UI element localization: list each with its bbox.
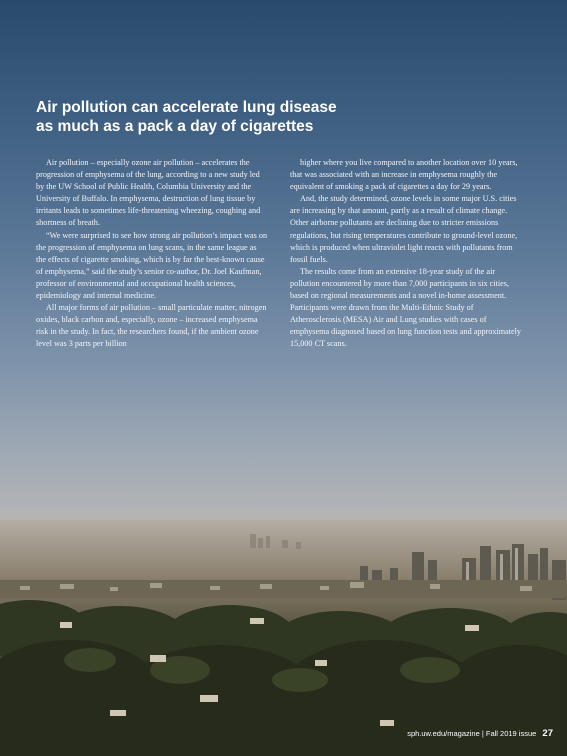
paragraph: “We were surprised to see how strong air pollution’s impact was on the progression of emphysema on lung scans, in the same league as the effects of cigarette smoking, which is by far the best-known cause of emphysema,” said the study’s senior co-author, Dr. Joel Kaufman, professor of environmental and occupational health sciences, epidemiology and internal medicine. xyxy=(36,230,268,301)
article-headline xyxy=(36,98,456,136)
page-footer xyxy=(407,728,553,739)
article-column-left xyxy=(36,157,268,351)
paragraph: The results come from an extensive 18-year study of the air pollution encountered by more than 7,000 participants in six cities, based on regional measurements and a novel in-home assessment. Participants were drawn from the Multi-Ethnic Study of Atherosclerosis (MESA) Air and Lung studies with cases of emphysema diagnosed based on lung function tests and approximately 15,000 CT scans. xyxy=(290,266,522,349)
paragraph: higher where you live compared to another location over 10 years, that was associated with an increase in emphysema roughly the equivalent of smoking a pack of cigarettes a day for 29 years. xyxy=(290,158,518,192)
article-column-right xyxy=(290,157,522,351)
headline-line-1: Air pollution can accelerate lung disease xyxy=(36,99,337,116)
paragraph: And, the study determined, ozone levels in some major U.S. cities are increasing by that amount, partly as a result of climate change. Other airborne pollutants are declining due to stricter emissions regulations, but rising temperatures contribute to ground-level ozone, which is produced when ultraviolet light reacts with pollutants from fossil fuels. xyxy=(290,194,518,264)
headline-line-2: as much as a pack a day of cigarettes xyxy=(36,118,314,135)
paragraph: All major forms of air pollution – small particulate matter, nitrogen oxides, black carbon and, especially, ozone – increased emphysema risk in the study. In fact, the researchers found, if the ambient ozone level was 3 parts per billion xyxy=(36,303,267,349)
paragraph: Air pollution – especially ozone air pollution – accelerates the progression of emphysema of the lung, according to a new study led by the UW School of Public Health, Columbia University and the University of Buffalo. In emphysema, destruction of lung tissue by irritants leads to sometimes life-threatening wheezing, coughing and shortness of breath. xyxy=(36,158,261,228)
city-skyline-photo xyxy=(0,520,567,756)
footer-url-issue: sph.uw.edu/magazine | Fall 2019 issue xyxy=(407,729,537,738)
page-number: 27 xyxy=(542,728,553,739)
